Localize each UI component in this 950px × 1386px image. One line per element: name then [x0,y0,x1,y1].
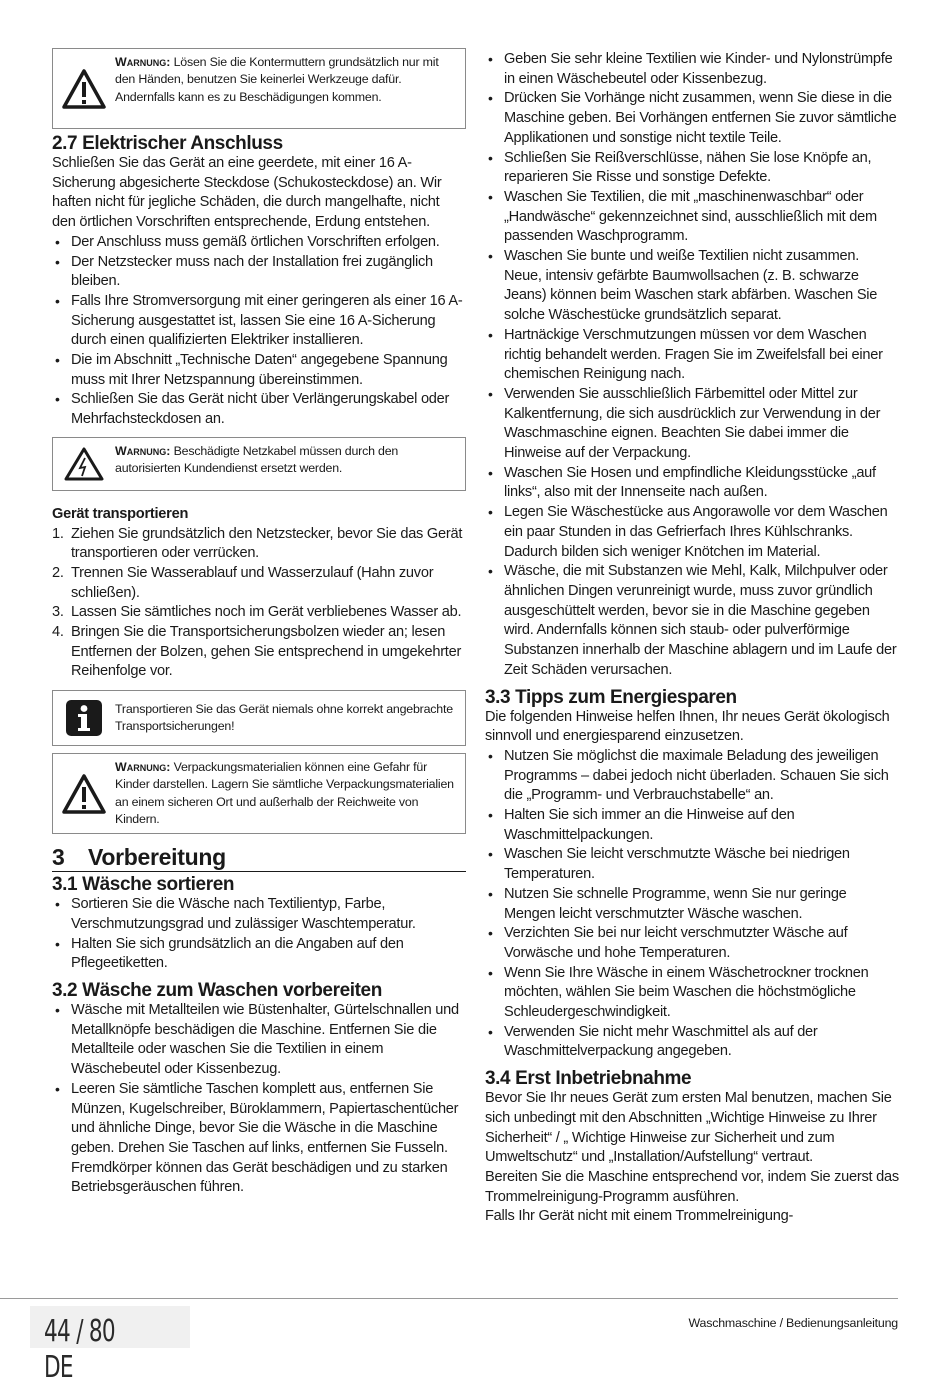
warning-text [115,754,465,833]
section-3-2-bullets-continued [485,50,899,681]
list-item [52,564,466,603]
warning-label: Warnung: [115,55,171,69]
chapter-title-3 [52,844,466,872]
step-text: Bringen Sie die Transportsicherungsbolzen wieder an; lesen Entfernen der Bolzen, gehen Sie entsprechend in umgekehrter Reihenfolge vor. [71,624,462,680]
list-item: • Wäsche, die mit Substanzen wie Mehl, Kalk, Milchpulver oder ähnlichen Dingen verunreinigt wurde, muss zuvor gründlich ausgeschüttelt werden, bevor sie in die Maschine gegeben wird. Andernfalls können sich staub- oder pulverförmige Substanzen innerhalb der Maschine ablagern und im Laufe der Zeit Schäden verursachen. [485,562,899,680]
right-column [485,50,899,1227]
info-icon [53,691,115,745]
section-3-3-bullets [485,747,899,1062]
transport-steps [52,525,466,683]
electric-hazard-icon [53,438,115,490]
warning-label: Warnung: [115,443,171,458]
warning-text [115,49,465,128]
section-3-4-paragraph-1: Bevor Sie Ihr neues Gerät zum ersten Mal benutzen, machen Sie sich unbedingt mit den Abschnitten „Wichtige Hinweise zu Ihrer Sicherheit“ / „ Wichtige Hinweise zur Sicherheit und zum Umweltschutz“ und „Installation/Aufstellung“ vertraut. [485,1090,892,1166]
list-item: • Geben Sie sehr kleine Textilien wie Kinder- und Nylonstrümpfe in einen Wäschebeutel oder Kissenbezug. [485,50,899,89]
list-item [52,603,466,623]
document-title: Waschmaschine / Bedienungsanleitung [688,1316,898,1330]
step-text: Trennen Sie Wasserablauf und Wasserzulauf (Hahn zuvor schließen). [71,564,434,601]
section-title-3-2: 3.2 Wäsche zum Waschen vorbereiten [52,979,382,1001]
list-item: • Verzichten Sie bei nur leicht verschmutzter Wäsche auf Vorwäsche und hohe Temperaturen. [485,924,899,963]
step-number: 2. [52,564,64,581]
warning-body: Lösen Sie die Kontermuttern grundsätzlich nur mit den Händen, benutzen Sie keinerlei Werkzeuge dafür. Andernfalls kann es zu Beschädigungen kommen. [115,55,439,104]
list-item: • Halten Sie sich grundsätzlich an die Angaben auf den Pflegeetiketten. [52,935,466,974]
section-2-7-bullets [52,233,466,430]
section-2-7-paragraph: Schließen Sie das Gerät an eine geerdete, mit einer 16 A-Sicherung abgesicherte Steckdose (Schukosteckdose) an. Wir haften nicht für jegliche Schäden, die durch mangelhafte, nicht den örtlichen Vorschriften entsprechende, Erdung entstehen. [52,155,442,231]
list-item: • Wäsche mit Metallteilen wie Büstenhalter, Gürtelschnallen und Metallknöpfe beschädigen die Maschine. Entfernen Sie die Metallteile oder waschen Sie die Textilien in einem Wäschebeutel oder Kissenbezug. [52,1001,466,1080]
list-item: • Nutzen Sie möglichst die maximale Beladung des jeweiligen Programms – dabei jedoch nicht überladen. Schauen Sie sich die „Programm- und Verbrauchstabelle“ an. [485,747,899,806]
section-title-3-1: 3.1 Wäsche sortieren [52,874,235,896]
list-item: • Verwenden Sie nicht mehr Waschmittel als auf der Waschmittelverpackung angegeben. [485,1023,899,1062]
warning-box-locknuts [52,48,466,129]
list-item [52,623,466,682]
section-title-2-7: 2.7 Elektrischer Anschluss [52,133,283,154]
section-3-2-bullets [52,1001,466,1198]
list-item: • Waschen Sie leicht verschmutzte Wäsche bei niedrigen Temperaturen. [485,845,899,884]
footer-divider [0,1298,898,1299]
warning-triangle-icon [53,754,115,833]
subsection-title-transport: Gerät transportieren [52,505,189,522]
list-item: • Nutzen Sie schnelle Programme, wenn Sie nur geringe Mengen leicht verschmutzter Wäsche waschen. [485,885,899,924]
warning-text [115,438,465,490]
list-item: • Die im Abschnitt „Technische Daten“ angegebene Spannung muss mit Ihrer Netzspannung übereinstimmen. [52,351,466,390]
section-3-4-paragraph-3: Falls Ihr Gerät nicht mit einem Trommelreinigung- [485,1208,794,1225]
list-item: • Hartnäckige Verschmutzungen müssen vor dem Waschen richtig behandelt werden. Fragen Sie im Zweifelsfall bei einer chemischen Reinigung nach. [485,326,899,385]
list-item: • Wenn Sie Ihre Wäsche in einem Wäschetrockner trocknen möchten, wählen Sie beim Waschen die höchstmögliche Schleudergeschwindigkeit. [485,964,899,1023]
page-number: 44 / 80 DE [44,1314,115,1385]
step-number: 1. [52,525,64,542]
chapter-name: Vorbereitung [88,844,226,871]
list-item: • Verwenden Sie ausschließlich Färbemittel oder Mittel zur Kalkentfernung, die sich ausdrücklich zur Verwendung in der Waschmaschine eignen. Beachten Sie dabei immer die Hinweise auf der Verpackung. [485,385,899,464]
list-item: • Halten Sie sich immer an die Hinweise auf den Waschmittelpackungen. [485,806,899,845]
left-column [52,48,466,1198]
warning-body: Verpackungsmaterialien können eine Gefahr für Kinder darstellen. Lagern Sie sämtliche Verpackungsmaterialien an einem sicheren Ort und außerhalb der Reichweite von Kindern. [115,760,454,827]
warning-body: Beschädigte Netzkabel müssen durch den autorisierten Kundendienst ersetzt werden. [115,443,399,476]
list-item: • Legen Sie Wäschestücke aus Angorawolle vor dem Waschen ein paar Stunden in das Gefrierfach Ihres Kühlschranks. Dadurch bilden sich weniger Knötchen im Material. [485,503,899,562]
step-number: 4. [52,624,64,641]
list-item: • Schließen Sie Reißverschlüsse, nähen Sie lose Knöpfe an, reparieren Sie Risse und sonstige Defekte. [485,149,899,188]
list-item: • Der Anschluss muss gemäß örtlichen Vorschriften erfolgen. [52,233,466,253]
list-item: • Leeren Sie sämtliche Taschen komplett aus, entfernen Sie Münzen, Kugelschreiber, Büroklammern, Papiertaschentücher und ähnliche Dinge, bevor Sie die Wäsche in die Maschine geben. Drehen Sie Taschen auf links, entfernen Sie Fusseln. Fremdkörper können das Gerät beschädigen und zu starken Betriebsgeräuschen führen. [52,1080,466,1198]
page-number-tab [30,1306,190,1385]
list-item: • Schließen Sie das Gerät nicht über Verlängerungskabel oder Mehrfachsteckdosen an. [52,390,466,429]
warning-box-power-cable [52,437,466,491]
section-title-3-3: 3.3 Tipps zum Energiesparen [485,686,737,708]
step-number: 3. [52,604,64,621]
list-item: • Waschen Sie Hosen und empfindliche Kleidungsstücke „auf links“, also mit der Innenseite nach außen. [485,464,899,503]
list-item: • Drücken Sie Vorhänge nicht zusammen, wenn Sie diese in die Maschine geben. Bei Vorhängen entfernen Sie zuvor sämtliche Applikationen und sonstige nicht textile Teile. [485,89,899,148]
section-3-1-bullets [52,895,466,974]
section-3-3-paragraph: Die folgenden Hinweise helfen Ihnen, Ihr neues Gerät ökologisch sinnvoll und energiesparend einzusetzen. [485,708,890,745]
list-item: • Der Netzstecker muss nach der Installation frei zugänglich bleiben. [52,253,466,292]
step-text: Lassen Sie sämtliches noch im Gerät verbliebenes Wasser ab. [71,604,462,621]
list-item: • Sortieren Sie die Wäsche nach Textilientyp, Farbe, Verschmutzungsgrad und zulässiger Waschtemperatur. [52,895,466,934]
list-item [52,525,466,564]
list-item: • Waschen Sie Textilien, die mit „maschinenwaschbar“ oder „Handwäsche“ gekennzeichnet sind, ausschließlich mit dem passenden Waschprogramm. [485,188,899,247]
warning-triangle-icon [53,49,115,128]
step-text: Ziehen Sie grundsätzlich den Netzstecker, bevor Sie das Gerät transportieren oder verrücken. [71,525,463,562]
warning-label: Warnung: [115,760,171,775]
chapter-number: 3 [52,844,65,871]
info-box-transport [52,690,466,746]
list-item: • Falls Ihre Stromversorgung mit einer geringeren als einer 16 A-Sicherung ausgestattet ist, lassen Sie eine 16 A-Sicherung durch einen qualifizierten Elektriker installieren. [52,292,466,351]
warning-box-packaging [52,753,466,834]
section-title-3-4: 3.4 Erst Inbetriebnahme [485,1068,692,1090]
info-text: Transportieren Sie das Gerät niemals ohne korrekt angebrachte Transportsicherungen! [115,702,453,734]
list-item: • Waschen Sie bunte und weiße Textilien nicht zusammen. Neue, intensiv gefärbte Baumwollsachen (z. B. schwarze Jeans) können beim Waschen stark abfärben. Waschen Sie solche Wäschestücke grundsätzlich separat. [485,247,899,326]
section-3-4-paragraph-2: Bereiten Sie die Maschine entsprechend vor, indem Sie zuerst das Trommelreinigung-Programm ausführen. [485,1168,899,1205]
